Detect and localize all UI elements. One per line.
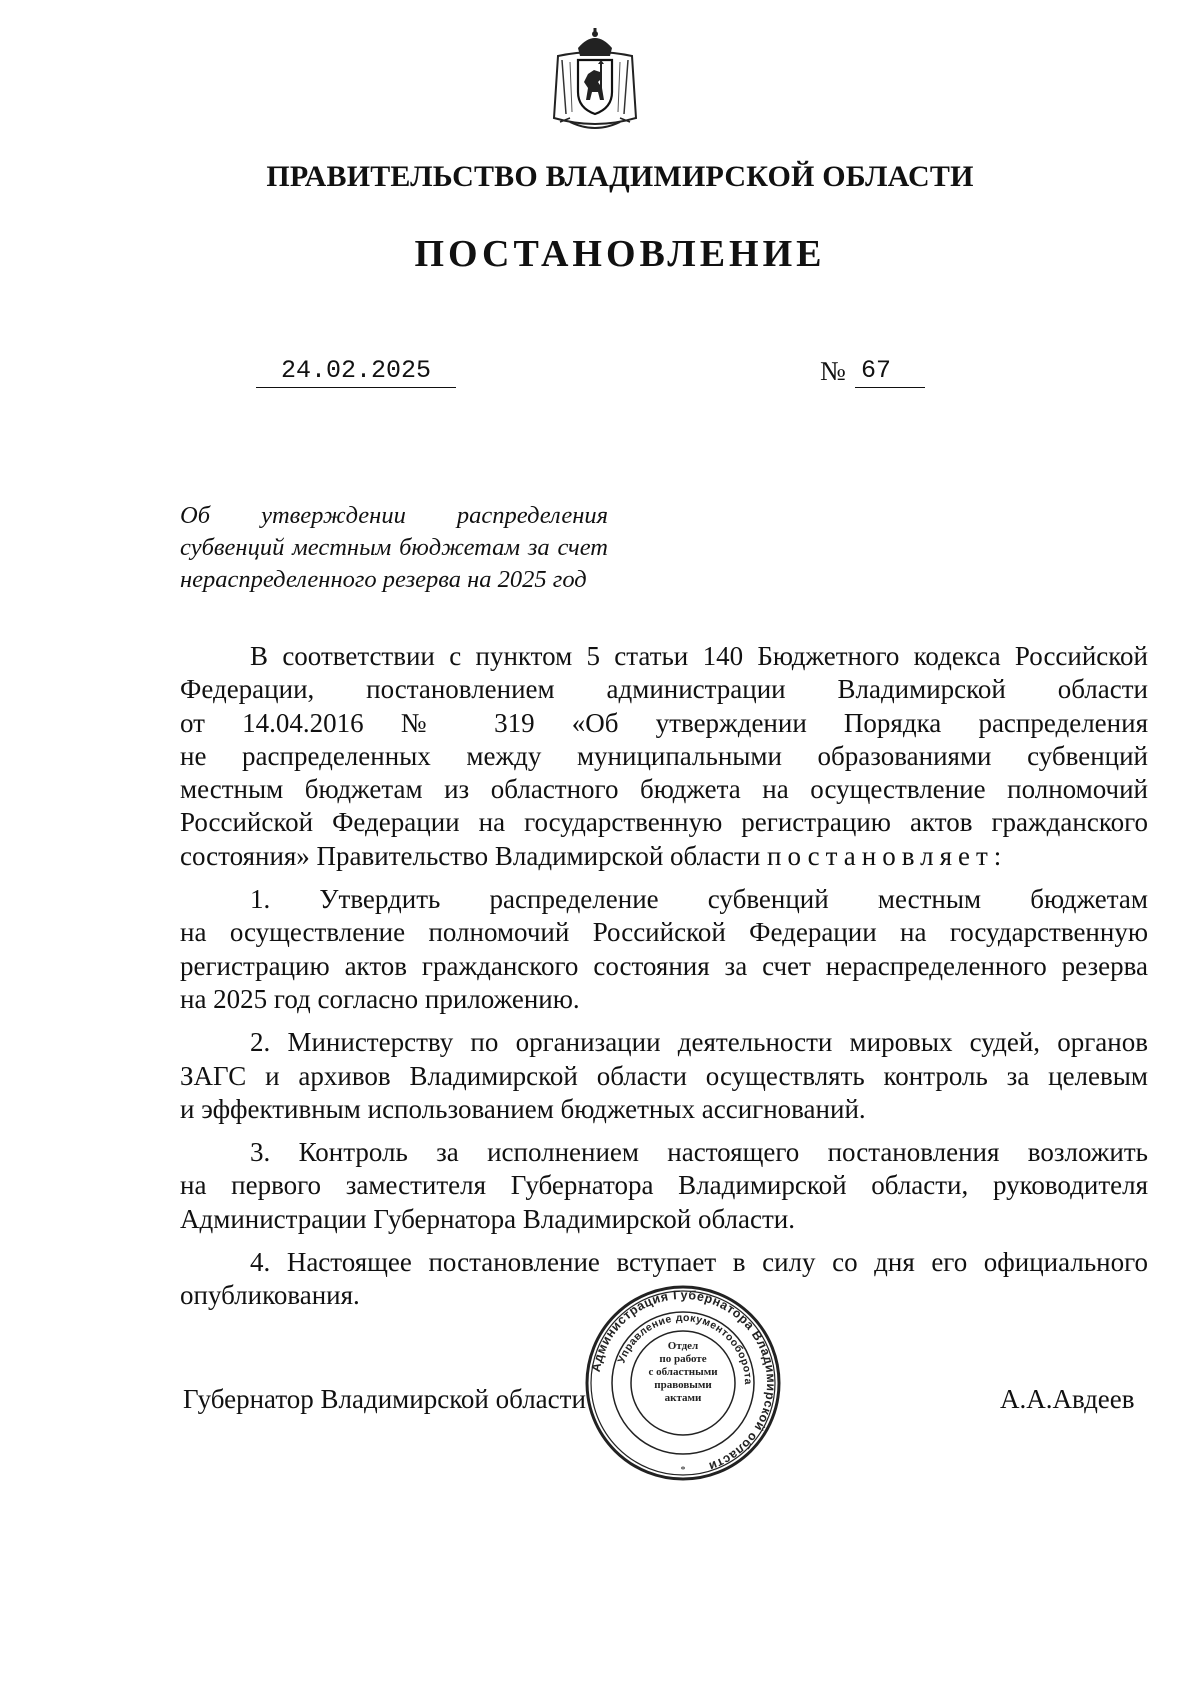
preamble-paragraph	[180, 640, 1148, 873]
stamp-center-line: по работе	[659, 1353, 707, 1365]
resolves-word: постановляет:	[767, 840, 1008, 871]
text-line: Федерации, постановлением администрации Владимирской области	[180, 674, 1148, 705]
text-line: на 2025 год согласно приложению.	[180, 983, 580, 1014]
document-type-heading: ПОСТАНОВЛЕНИЕ	[414, 233, 826, 275]
coat-of-arms-icon	[540, 26, 650, 136]
government-title: ПРАВИТЕЛЬСТВО ВЛАДИМИРСКОЙ ОБЛАСТИ	[266, 160, 974, 193]
signatory-position: Губернатор Владимирской области	[183, 1384, 586, 1414]
text-line: опубликования.	[180, 1280, 360, 1311]
document-body	[180, 640, 1148, 1313]
text-line: 1. Утвердить распределение субвенций местным бюджетам	[250, 884, 1148, 915]
text-line: Российской Федерации на государственную регистрацию актов гражданского	[180, 807, 1148, 838]
subject-line: нераспределенного резерва на 2025 год	[180, 566, 587, 593]
stamp-center-line: правовыми	[654, 1379, 712, 1391]
subject-line: субвенций местным бюджетам за счет	[180, 534, 608, 561]
clause-2-paragraph	[180, 1026, 1148, 1126]
text-line: на осуществление полномочий Российской Федерации на государственную	[180, 917, 1148, 948]
text-line: местным бюджетам из областного бюджета на осуществление полномочий	[180, 774, 1148, 805]
text-line: на первого заместителя Губернатора Владимирской области, руководителя	[180, 1170, 1148, 1201]
document-subject	[180, 500, 608, 596]
document-date: 24.02.2025	[256, 356, 456, 388]
stamp-inner-text: Управление документооборота	[615, 1311, 755, 1385]
stamp-center-line: с областными	[648, 1366, 718, 1378]
subject-line: Об утверждении распределения	[180, 502, 608, 529]
stamp-center-line: Отдел	[667, 1340, 699, 1352]
text-line	[180, 840, 1148, 873]
text-line: В соответствии с пунктом 5 статьи 140 Бюджетного кодекса Российской	[250, 641, 1148, 671]
stamp-outer-text: Администрация Губернатора Владимирской области	[588, 1287, 779, 1474]
clause-1-paragraph	[180, 883, 1148, 1016]
text-line: регистрацию актов гражданского состояния за счет нераспределенного резерва	[180, 950, 1148, 981]
document-number: 67	[855, 356, 925, 388]
text-line: от 14.04.2016 № 319 «Об утверждении Порядка распределения	[180, 707, 1148, 738]
stamp-center-line: актами	[664, 1392, 702, 1404]
text-line: не распределенных между муниципальными образованиями субвенций	[180, 740, 1148, 771]
text-line: Администрации Губернатора Владимирской области.	[180, 1203, 795, 1234]
text-line-prefix: состояния» Правительство Владимирской области	[180, 840, 768, 871]
text-line: 4. Настоящее постановление вступает в силу со дня его официального	[250, 1247, 1148, 1278]
clause-3-paragraph	[180, 1136, 1148, 1236]
text-line: 2. Министерству по организации деятельности мировых судей, органов	[250, 1027, 1148, 1058]
text-line: и эффективным использованием бюджетных ассигнований.	[180, 1093, 866, 1124]
text-line: 3. Контроль за исполнением настоящего постановления возложить	[250, 1137, 1148, 1168]
text-line: ЗАГС и архивов Владимирской области осуществлять контроль за целевым	[180, 1060, 1148, 1091]
svg-text:*: *	[680, 1465, 686, 1476]
stamp-center-text	[640, 1340, 726, 1405]
signatory-name: А.А.Авдеев	[1000, 1384, 1135, 1414]
number-sign: №	[820, 356, 846, 386]
